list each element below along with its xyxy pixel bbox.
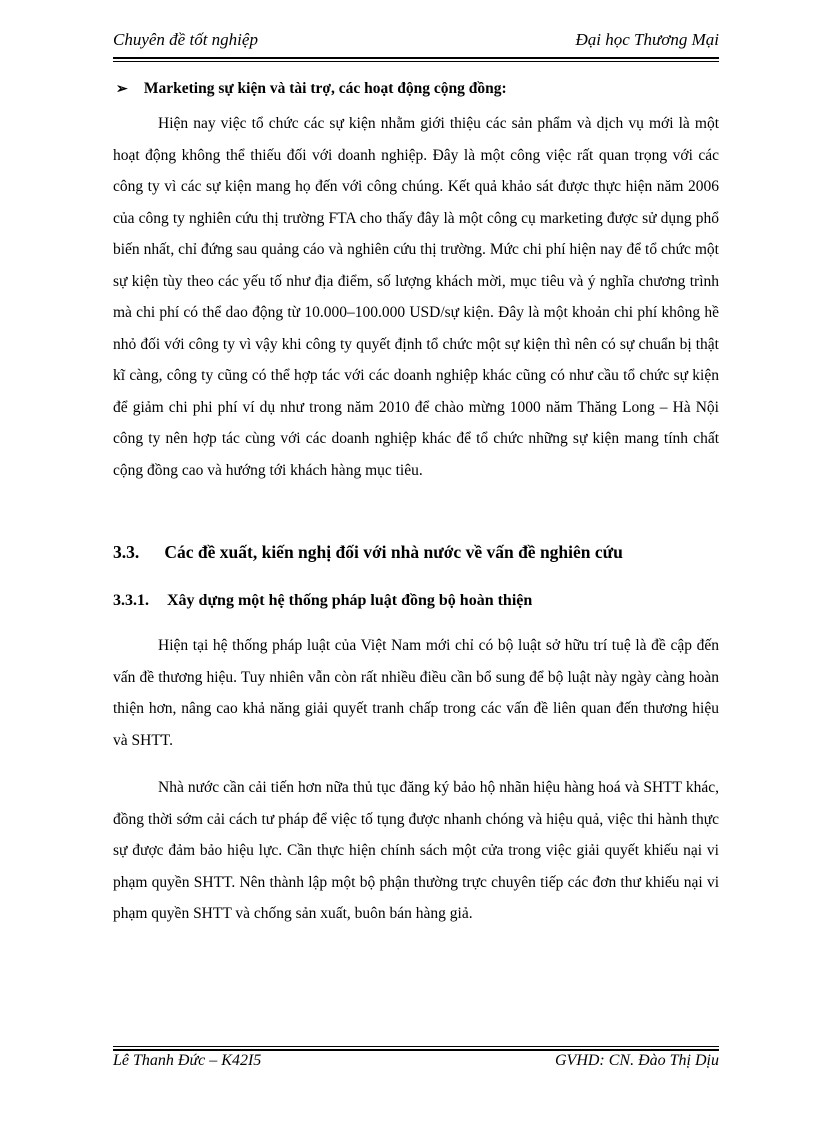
heading-3-3-1-title: Xây dựng một hệ thống pháp luật đồng bộ hoàn thiện (167, 592, 533, 609)
marketing-section-title: Marketing sự kiện và tài trợ, các hoạt động cộng đồng: (143, 80, 507, 97)
page-header (113, 30, 719, 56)
footer-supervisor: GVHD: CN. Đào Thị Dịu (554, 1052, 719, 1069)
footer-author: Lê Thanh Đức – K42I5 (113, 1052, 262, 1069)
heading-3-3-1-number: 3.3.1. (113, 592, 149, 609)
header-left-text: Chuyên đề tốt nghiệp (113, 30, 258, 49)
heading-3-3 (113, 542, 623, 563)
footer-rule-thin (113, 1046, 719, 1047)
header-rule-thick (113, 57, 719, 59)
paragraph-state-reform: Nhà nước cần cải tiến hơn nữa thủ tục đăng ký bảo hộ nhãn hiệu hàng hoá và SHTT khác, đồng thời sớm cải cách tư pháp để việc tố tụng được nhanh chóng và hiệu quả, việc thi hành thực sự được đảm bảo hiệu lực. Cần thực hiện chính sách một cửa trong việc giải quyết khiếu nại vi phạm quyền SHTT. Nên thành lập một bộ phận thường trực chuyên tiếp các đơn thư khiếu nại vi phạm quyền SHTT và chống sản xuất, buôn bán hàng giả. (113, 779, 719, 922)
marketing-section-heading (116, 80, 507, 98)
page-footer (113, 1052, 719, 1076)
footer-rule-thick (113, 1049, 719, 1051)
heading-3-3-1 (113, 592, 532, 610)
heading-3-3-number: 3.3. (113, 542, 140, 562)
header-right-text: Đại học Thương Mại (575, 30, 719, 49)
paragraph-events: Hiện nay việc tổ chức các sự kiện nhằm giới thiệu các sản phẩm và dịch vụ mới là một hoạt động không thể thiếu đối với doanh nghiệp. Đây là một công việc rất quan trọng với các công ty vì các sự kiện mang họ đến với công chúng. Kết quả khảo sát được thực hiện năm 2006 của công ty nghiên cứu thị trường FTA cho thấy đây là một công cụ marketing được sử dụng phổ biến nhất, chỉ đứng sau quảng cáo và nghiên cứu thị trường. Mức chi phí hiện nay để tổ chức một sự kiện tùy theo các yếu tố như địa điểm, số lượng khách mời, mục tiêu và ý nghĩa chương trình mà chi phí có thể dao động từ 10.000–100.000 USD/sự kiện. Đây là một khoản chi phí không hề nhỏ đối với công ty vì vậy khi công ty quyết định tổ chức một sự kiện thì nên có sự chuẩn bị thật kĩ càng, công ty cũng có thể hợp tác với các doanh nghiệp khác cũng có như cầu tổ chức sự kiện để giảm chi phi phí ví dụ như trong năm 2010 để chào mừng 1000 năm Thăng Long – Hà Nội công ty nên hợp tác cùng với các doanh nghiệp khác để tổ chức những sự kiện mang tính chất cộng đồng cao và hướng tới khách hàng mục tiêu. (113, 115, 719, 479)
header-rule-thin (113, 61, 719, 62)
arrow-bullet-icon: ➢ (116, 82, 128, 97)
heading-3-3-title: Các đề xuất, kiến nghị đối với nhà nước về vấn đề nghiên cứu (164, 542, 623, 562)
paragraph-legal-system: Hiện tại hệ thống pháp luật của Việt Nam mới chỉ có bộ luật sở hữu trí tuệ là đề cập đến vấn đề thương hiệu. Tuy nhiên vẫn còn rất nhiều điều cần bổ sung để bộ luật này ngày càng hoàn thiện hơn, nâng cao khả năng giải quyết tranh chấp trong các vấn đề liên quan đến thương hiệu và SHTT. (113, 637, 719, 749)
